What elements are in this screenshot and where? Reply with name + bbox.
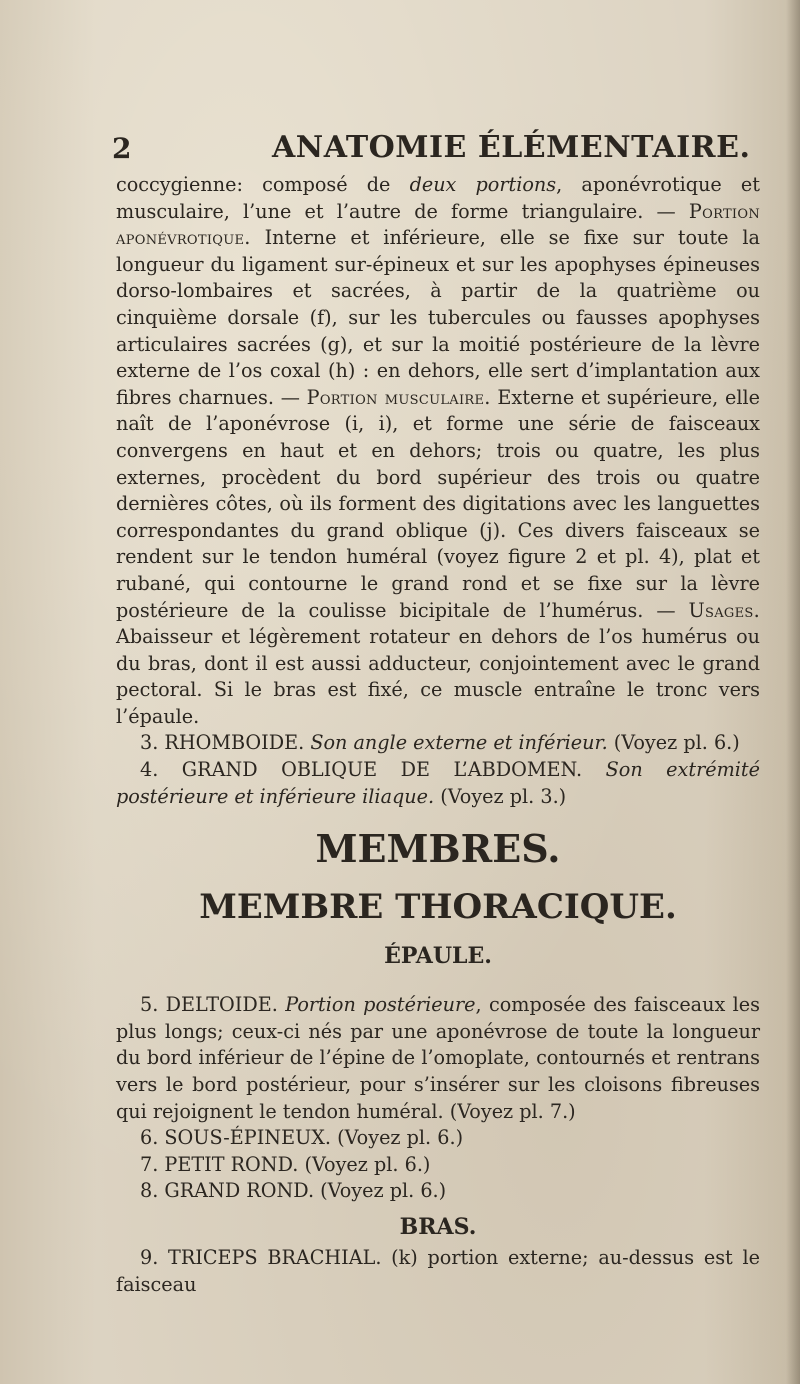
entry-grand-rond: 8. GRAND ROND. (Voyez pl. 6.) (140, 1179, 447, 1203)
heading-epaule: ÉPAULE. (384, 943, 492, 970)
entry-title: 4. GRAND OBLIQUE DE L’ABDOMEN. (140, 758, 606, 782)
entry-ref: (Voyez pl. 3.) (434, 784, 567, 808)
subheading-aponevrotique: Portion aponévrotique. (116, 199, 760, 250)
entry-deltoide (116, 992, 760, 1125)
entry-text: , composée des faisceaux les plus longs; ceux-ci nés par une aponévrose de toute la longueur du bord inférieur de l’épine de l’omoplate, contournés et rentrans vers le bord postérieur, pour s’insérer sur les cloisons fibreuses qui rejoignent le tendon huméral. (Voyez pl. 7.) (116, 993, 760, 1123)
entry-title: 5. DELTOIDE. (140, 993, 286, 1017)
text-run: , aponévrotique et musculaire, l’une et l’autre de forme triangulaire. — (116, 173, 760, 223)
subheading-usages: Usages. (688, 598, 760, 622)
subheading-musculaire: Portion musculaire. (306, 385, 491, 409)
running-title: ANATOMIE ÉLÉMENTAIRE. (272, 130, 751, 165)
entry-ref: (Voyez pl. 6.) (607, 731, 740, 755)
text-run: Interne et inférieure, elle se fixe sur toute la longueur du ligament sur-épineux et sur les apophyses épineuses dorso-lombaires et sacrées, à partir de la quatrième ou cinquième dorsale (f), sur les tubercules ou fausses apophyses articulaires sacrées (g), et sur la moitié postérieure de la lèvre externe de l’os coxal (h) : en dehors, elle sert d’implantation aux fibres charnues. — (116, 226, 760, 409)
entry-title: 3. RHOMBOIDE. (140, 731, 311, 755)
heading-bras: BRAS. (399, 1214, 477, 1240)
entry-grand-oblique (116, 757, 760, 810)
text-run-italic: deux portions (409, 173, 557, 196)
page-header (112, 128, 762, 168)
paragraph-latissimus (116, 172, 760, 730)
heading-membres: MEMBRES. (315, 826, 561, 872)
text-run: Abaisseur et légèrement rotateur en dehors de l’os humérus ou du bras, dont il est aussi adducteur, conjointement avec le grand pectoral. Si le bras est fixé, ce muscle entraîne le tronc vers l’épaule. (116, 625, 760, 728)
entry-italic: Portion postérieure (285, 993, 476, 1017)
page-edge-shadow (786, 0, 800, 1384)
page-number: 2 (112, 132, 132, 165)
text-run: coccygienne: composé de (116, 173, 410, 196)
entry-sous-epineux: 6. SOUS-ÉPINEUX. (Voyez pl. 6.) (140, 1126, 464, 1150)
entry-petit-rond: 7. PETIT ROND. (Voyez pl. 6.) (140, 1152, 431, 1176)
entry-italic: Son extrémité postérieure et inférieure iliaque. (116, 758, 760, 808)
entry-italic: Son angle externe et inférieur. (310, 731, 608, 755)
entry-rhomboide (116, 730, 760, 757)
page-body (116, 172, 760, 1298)
text-run: Externe et supérieure, elle naît de l’aponévrose (i, i), et forme une série de faisceaux convergens en haut et en dehors; trois ou quatre, les plus externes, procèdent du bord supérieur des trois ou quatre dernières côtes, où ils forment des digitations avec les languettes correspondantes du grand oblique (j). Ces divers faisceaux se rendent sur le tendon huméral (voyez figure 2 et pl. 4), plat et rubané, qui contourne le grand rond et se fixe sur la lèvre postérieure de la coulisse bicipitale de l’humérus. — (116, 385, 761, 622)
entry-triceps: 9. TRICEPS BRACHIAL. (k) portion externe; au-dessus est le faisceau (116, 1246, 760, 1296)
heading-membre-thoracique: MEMBRE THORACIQUE. (199, 887, 677, 928)
